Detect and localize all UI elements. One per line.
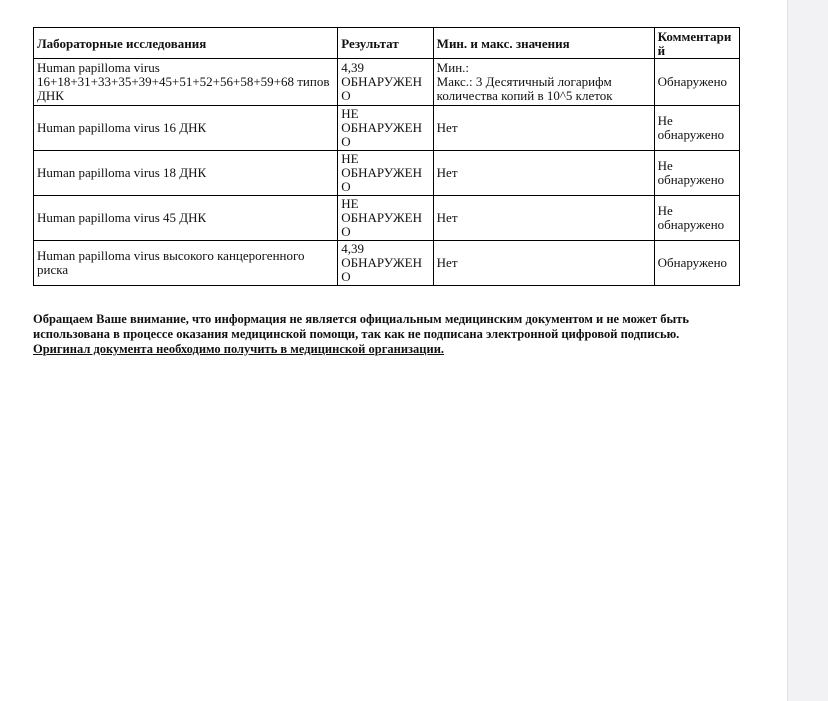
reference-range-cell (433, 151, 654, 196)
disclaimer-notice (33, 312, 741, 357)
test-name-cell-line: Human papilloma virus высокого канцерогенного (37, 248, 305, 263)
reference-range-cell-line: Нет (436, 255, 458, 270)
result-cell-line: ОБНАРУЖЕНО (341, 255, 422, 284)
result-cell-line: НЕ (341, 151, 359, 166)
disclaimer-line-1: Обращаем Ваше внимание, что информация не является официальным медицинским документом и не может быть (33, 312, 689, 326)
result-cell-line: НЕ (341, 196, 359, 211)
comment-cell (654, 196, 739, 241)
lab-results-document (33, 27, 741, 357)
result-cell (338, 196, 433, 241)
header-lab-tests: Лабораторные исследования (34, 28, 338, 59)
comment-cell-line: обнаружено (657, 127, 725, 142)
test-name-cell (34, 196, 338, 241)
result-cell-line: ОБНАРУЖЕНО (341, 120, 422, 149)
reference-range-cell-line: Нет (436, 165, 458, 180)
test-name-cell-line: Human papilloma virus 45 ДНК (37, 210, 207, 225)
comment-cell-line: обнаружено (657, 172, 725, 187)
test-name-cell-line: Human papilloma virus 16 ДНК (37, 120, 207, 135)
reference-range-cell (433, 59, 654, 106)
viewer-side-panel (787, 0, 828, 701)
comment-cell-line: обнаружено (657, 217, 725, 232)
reference-range-cell (433, 241, 654, 286)
test-name-cell (34, 151, 338, 196)
reference-range-cell (433, 106, 654, 151)
table-row (34, 196, 740, 241)
comment-cell-line: Обнаружено (657, 255, 728, 270)
lab-results-table (33, 27, 740, 286)
reference-range-cell (433, 196, 654, 241)
table-header-row (34, 28, 740, 59)
header-comment: Комментарий (654, 28, 739, 59)
header-min-max: Мин. и макс. значения (433, 28, 654, 59)
test-name-cell (34, 59, 338, 106)
result-cell (338, 151, 433, 196)
comment-cell (654, 151, 739, 196)
test-name-cell-line: 16+18+31+33+35+39+45+51+52+56+58+59+68 типов (37, 74, 330, 89)
comment-cell-line: Обнаружено (657, 74, 728, 89)
disclaimer-line-3: Оригинал документа необходимо получить в медицинской организации. (33, 342, 445, 356)
test-name-cell (34, 106, 338, 151)
test-name-cell-line: Human papilloma virus (37, 60, 160, 75)
result-cell-line: ОБНАРУЖЕНО (341, 165, 422, 194)
result-cell (338, 241, 433, 286)
result-cell-line: НЕ (341, 106, 359, 121)
reference-range-cell-line: Нет (436, 210, 458, 225)
reference-range-cell-line: Нет (436, 120, 458, 135)
table-row (34, 241, 740, 286)
result-cell-line: 4,39 (341, 241, 365, 256)
comment-cell-line: Не (657, 113, 673, 128)
header-result: Результат (338, 28, 433, 59)
comment-cell-line: Не (657, 203, 673, 218)
comment-cell (654, 106, 739, 151)
test-name-cell-line: Human papilloma virus 18 ДНК (37, 165, 207, 180)
table-row (34, 59, 740, 106)
comment-cell-line: Не (657, 158, 673, 173)
result-cell-line: 4,39 (341, 60, 365, 75)
reference-range-cell-line: Мин.: (436, 60, 470, 75)
result-cell-line: ОБНАРУЖЕНО (341, 74, 422, 103)
reference-range-cell-line: количества копий в 10^5 клеток (436, 88, 613, 103)
table-row (34, 106, 740, 151)
test-name-cell (34, 241, 338, 286)
comment-cell (654, 59, 739, 106)
table-row (34, 151, 740, 196)
test-name-cell-line: ДНК (37, 88, 64, 103)
reference-range-cell-line: Макс.: 3 Десятичный логарифм (436, 74, 612, 89)
test-name-cell-line: риска (37, 262, 69, 277)
disclaimer-line-2: использована в процессе оказания медицинской помощи, так как не подписана электронной цифровой подписью. (33, 327, 680, 341)
comment-cell (654, 241, 739, 286)
result-cell (338, 106, 433, 151)
result-cell (338, 59, 433, 106)
result-cell-line: ОБНАРУЖЕНО (341, 210, 422, 239)
